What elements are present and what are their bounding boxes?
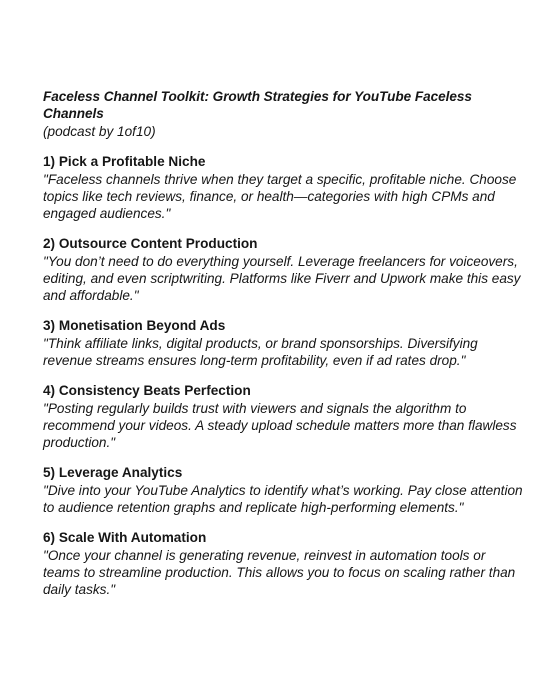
section-heading: 5) Leverage Analytics — [43, 465, 183, 480]
section-quote: "Dive into your YouTube Analytics to identify what’s working. Pay close attention to audience retention graphs and replicate high-performing elements." — [43, 483, 523, 515]
section-quote: "Think affiliate links, digital products, or brand sponsorships. Diversifying revenue streams ensures long-term profitability, even if ad rates drop." — [43, 336, 478, 368]
section-heading: 2) Outsource Content Production — [43, 236, 258, 251]
section-heading: 6) Scale With Automation — [43, 530, 207, 545]
section-quote: "Faceless channels thrive when they target a specific, profitable niche. Choose topics like tech reviews, finance, or health—categories with high CPMs and engaged audiences." — [43, 172, 517, 221]
section-quote: "You don’t need to do everything yourself. Leverage freelancers for voiceovers, editing, and even scriptwriting. Platforms like Fiverr and Upwork make this easy and affordable." — [43, 254, 521, 303]
section-quote: "Posting regularly builds trust with viewers and signals the algorithm to recommend your videos. A steady upload schedule matters more than flawless production." — [43, 401, 517, 450]
section-pick-niche — [43, 153, 523, 222]
document-page — [43, 88, 523, 598]
section-heading: 1) Pick a Profitable Niche — [43, 154, 206, 169]
section-outsource-production — [43, 235, 523, 304]
document-subtitle: (podcast by 1of10) — [43, 124, 156, 139]
section-quote: "Once your channel is generating revenue, reinvest in automation tools or teams to streamline production. This allows you to focus on scaling rather than daily tasks." — [43, 548, 516, 597]
section-heading: 3) Monetisation Beyond Ads — [43, 318, 226, 333]
section-automation — [43, 529, 523, 598]
section-monetisation — [43, 317, 523, 369]
section-consistency — [43, 382, 523, 451]
document-title: Faceless Channel Toolkit: Growth Strategies for YouTube Faceless Channels — [43, 89, 472, 121]
section-analytics — [43, 464, 523, 516]
section-heading: 4) Consistency Beats Perfection — [43, 383, 251, 398]
